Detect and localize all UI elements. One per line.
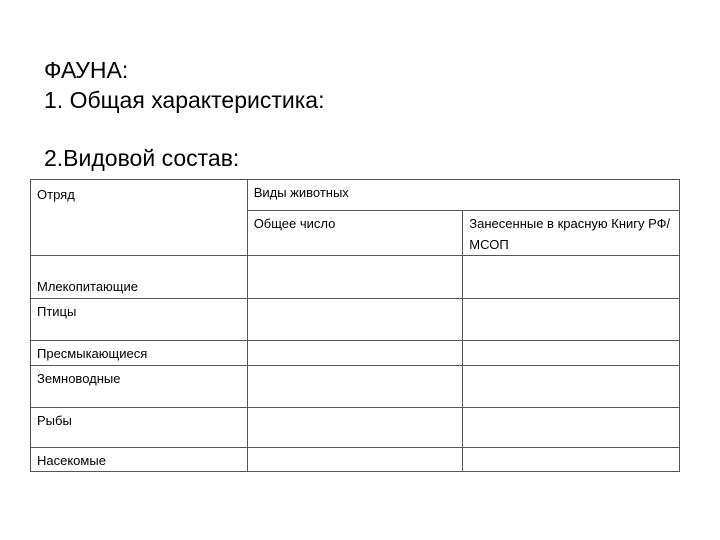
row-order-cell <box>31 341 248 366</box>
row-red-book-cell <box>463 366 680 408</box>
row-red-book-cell <box>463 408 680 448</box>
row-label-mammals: Млекопитающие <box>37 279 138 294</box>
row-order-cell <box>31 299 248 341</box>
row-label-reptiles: Пресмыкающиеся <box>37 346 148 361</box>
table-row <box>31 448 680 472</box>
species-composition-heading: 2.Видовой состав: <box>44 145 240 171</box>
row-red-book-cell <box>463 299 680 341</box>
header-species-label: Виды животных <box>253 185 349 200</box>
table-row <box>31 408 680 448</box>
row-red-book-cell <box>463 341 680 366</box>
header-order-label: Отряд <box>37 187 75 202</box>
row-total-cell <box>247 448 463 472</box>
row-label-amphibians: Земноводные <box>37 371 121 386</box>
header-order-cell <box>31 180 248 256</box>
row-red-book-cell <box>463 448 680 472</box>
row-total-cell <box>247 408 463 448</box>
row-total-cell <box>247 341 463 366</box>
header-species-cell <box>247 180 679 211</box>
table-row <box>31 256 680 299</box>
table-row <box>31 366 680 408</box>
header-total-cell <box>247 211 463 256</box>
species-composition-table <box>30 179 680 472</box>
row-order-cell <box>31 366 248 408</box>
row-total-cell <box>247 299 463 341</box>
row-label-fish: Рыбы <box>37 413 72 428</box>
row-order-cell <box>31 256 248 299</box>
row-label-insects: Насекомые <box>37 453 106 468</box>
row-order-cell <box>31 448 248 472</box>
header-red-book-label: Занесенные в красную Книгу РФ/МСОП <box>469 216 671 252</box>
fauna-title: ФАУНА: <box>44 57 129 83</box>
row-red-book-cell <box>463 256 680 299</box>
header-total-label: Общее число <box>253 216 336 231</box>
row-total-cell <box>247 256 463 299</box>
table-header-row <box>31 180 680 211</box>
general-characteristics-heading: 1. Общая характеристика: <box>44 87 325 113</box>
row-order-cell <box>31 408 248 448</box>
row-total-cell <box>247 366 463 408</box>
table-row <box>31 341 680 366</box>
header-red-book-cell <box>463 211 680 256</box>
row-label-birds: Птицы <box>37 304 77 319</box>
table-row <box>31 299 680 341</box>
